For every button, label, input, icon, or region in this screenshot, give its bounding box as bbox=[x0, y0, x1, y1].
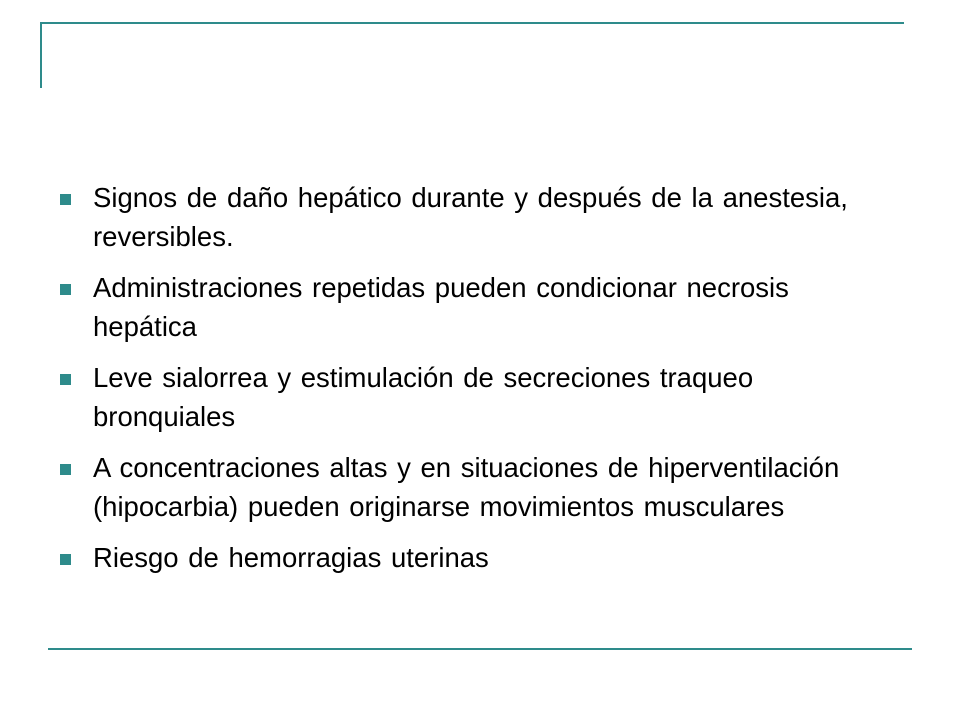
frame-line-left bbox=[40, 22, 42, 88]
bullet-text-3: Leve sialorrea y estimulación de secreciones traqueo bronquiales bbox=[93, 362, 754, 432]
square-bullet-icon bbox=[60, 464, 71, 475]
bullet-item-4 bbox=[58, 448, 858, 526]
square-bullet-icon bbox=[60, 374, 71, 385]
bullet-text-4: A concentraciones altas y en situaciones de hiperventilación (hipocarbia) pueden originarse movimientos musculares bbox=[93, 452, 840, 522]
bullet-text-1: Signos de daño hepático durante y después de la anestesia, reversibles. bbox=[93, 182, 848, 252]
bullet-text-2: Administraciones repetidas pueden condicionar necrosis hepática bbox=[93, 272, 789, 342]
bullet-item-5 bbox=[58, 538, 858, 577]
bullet-item-1 bbox=[58, 178, 858, 256]
square-bullet-icon bbox=[60, 284, 71, 295]
frame-line-top bbox=[40, 22, 904, 24]
bullet-list bbox=[58, 178, 858, 589]
bullet-text-5: Riesgo de hemorragias uterinas bbox=[93, 542, 489, 573]
bullet-item-2 bbox=[58, 268, 858, 346]
square-bullet-icon bbox=[60, 554, 71, 565]
square-bullet-icon bbox=[60, 194, 71, 205]
frame-line-bottom bbox=[48, 648, 912, 650]
bullet-item-3 bbox=[58, 358, 858, 436]
